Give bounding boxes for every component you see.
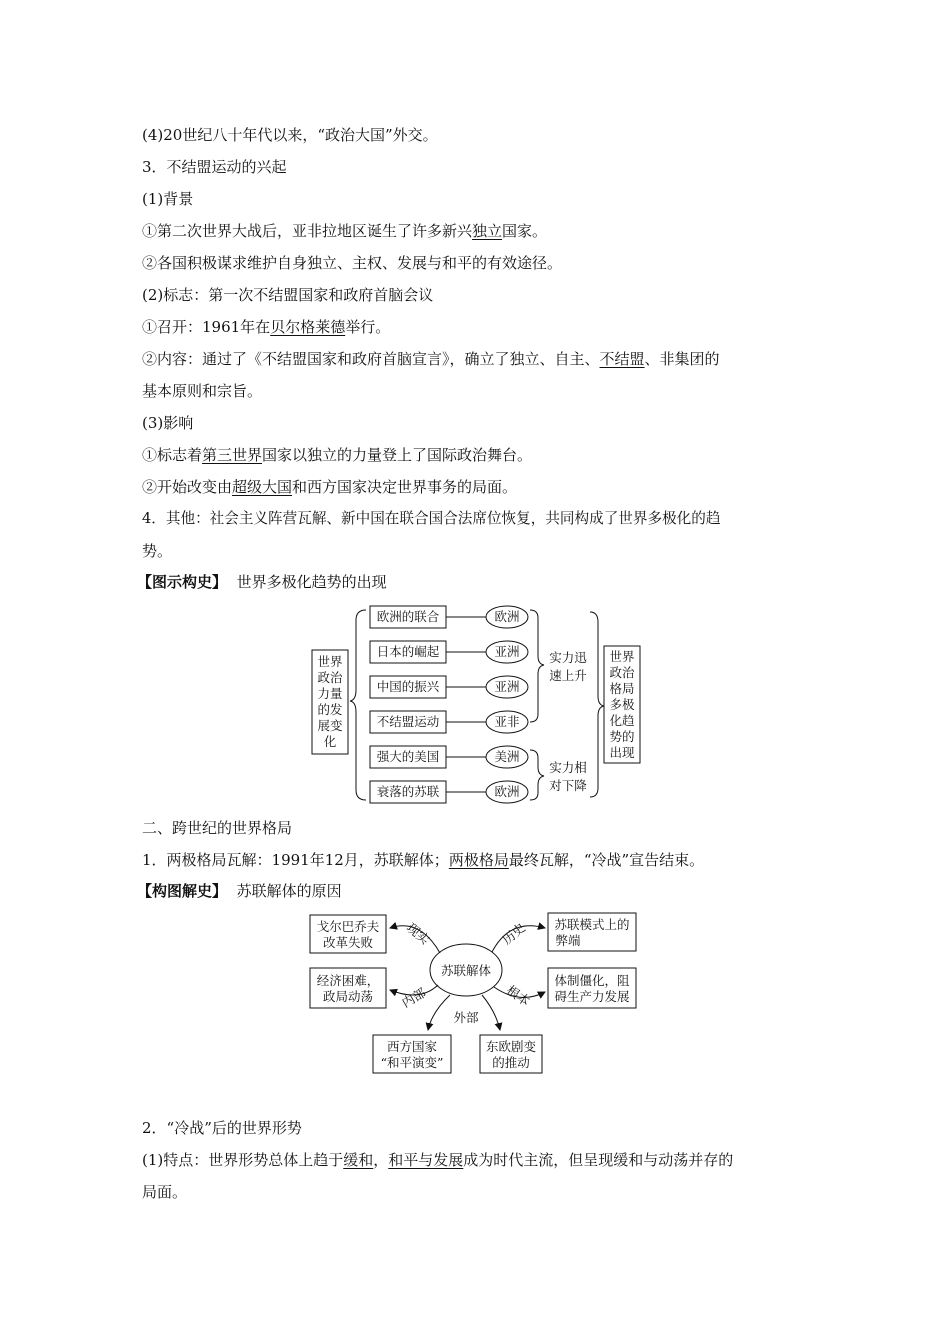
item-label: 不结盟运动 [376, 714, 440, 729]
text-line: ②各国积极谋求维护自身独立、主权、发展与和平的有效途径。 [142, 254, 563, 272]
arrow-label-neibu: 内部 [399, 984, 429, 1011]
text-line [142, 349, 720, 369]
region-label: 美洲 [494, 749, 520, 764]
text: ②内容：通过了《不结盟国家和政府首脑宣言》，确立了独立、自主、 [142, 350, 600, 368]
fill-blank-answer: 超级大国 [232, 478, 293, 496]
text: 举行。 [345, 318, 391, 336]
br-line: 的推动 [492, 1055, 530, 1070]
text: (1)特点：世界形势总体上趋于 [142, 1151, 344, 1169]
ussr-collapse-diagram [305, 908, 645, 1080]
br-line: 东欧剧变 [485, 1039, 537, 1054]
region-label: 欧洲 [494, 784, 520, 799]
text: ②开始改变由 [142, 478, 233, 496]
section-heading: 2．“冷战”后的世界形势 [142, 1119, 302, 1137]
left-box-line: 力量 [317, 686, 343, 701]
tl-line: 改革失败 [322, 935, 374, 950]
caption-title: 世界多极化趋势的出现 [236, 573, 387, 591]
left-box-line: 展变 [317, 718, 343, 733]
caption-title: 苏联解体的原因 [236, 882, 342, 900]
fill-blank-answer: 独立 [472, 222, 503, 240]
section-heading: 二、跨世纪的世界格局 [142, 819, 293, 837]
right-box-line: 多极 [609, 697, 635, 712]
item-label: 衰落的苏联 [376, 784, 440, 799]
tr-line: 弊端 [555, 933, 581, 948]
mr-line: 体制僵化，阻 [554, 973, 630, 988]
fill-blank-answer: 缓和 [343, 1151, 374, 1169]
text: 、非集团的 [644, 350, 720, 368]
caption-tag: 【构图解史】 [137, 882, 228, 900]
section-heading: 3．不结盟运动的兴起 [142, 158, 287, 176]
text-line: 基本原则和宗旨。 [142, 382, 263, 400]
rise-label: 实力迅 [549, 650, 587, 665]
text-line [142, 1150, 733, 1170]
text-line: 势。 [142, 542, 173, 560]
right-box-line: 势的 [609, 729, 635, 744]
region-label: 亚洲 [494, 644, 520, 659]
region-label: 亚非 [494, 714, 520, 729]
text-line [142, 850, 704, 870]
left-box-line: 世界 [317, 654, 343, 669]
bl-line: 西方国家 [386, 1039, 438, 1054]
tl-line: 戈尔巴乔夫 [316, 919, 380, 934]
text: ①第二次世界大战后，亚非拉地区诞生了许多新兴 [142, 222, 473, 240]
left-box-line: 的发 [317, 702, 343, 717]
text: 成为时代主流，但呈现缓和与动荡并存的 [463, 1151, 734, 1169]
right-box-line: 格局 [609, 681, 635, 696]
mr-line: 碍生产力发展 [554, 989, 630, 1004]
text-line: (2)标志：第一次不结盟国家和政府首脑会议 [142, 286, 434, 304]
item-label: 日本的崛起 [376, 644, 440, 659]
text-line [142, 317, 390, 337]
text-line [142, 477, 517, 497]
rise-brace [530, 610, 544, 722]
bl-line: “和平演变” [380, 1055, 444, 1070]
text: 国家以独立的力量登上了国际政治舞台。 [262, 446, 533, 464]
center-label: 苏联解体 [440, 963, 492, 978]
text-line: (1)背景 [142, 190, 194, 208]
text: 和西方国家决定世界事务的局面。 [292, 478, 518, 496]
item-label: 强大的美国 [376, 749, 440, 764]
fall-brace [530, 750, 544, 800]
text-line [142, 221, 547, 241]
right-box-line: 出现 [609, 745, 635, 760]
caption-tag: 【图示构史】 [137, 573, 228, 591]
text-line [142, 445, 532, 465]
text-line: 局面。 [142, 1183, 188, 1201]
right-box-line: 化趋 [609, 713, 635, 728]
text: 国家。 [502, 222, 548, 240]
fill-blank-answer: 不结盟 [599, 350, 645, 368]
ml-line: 经济困难， [316, 973, 380, 988]
text-line: (3)影响 [142, 414, 194, 432]
arrow-waibu-right [482, 995, 500, 1030]
text-line: (4)20世纪八十年代以来，“政治大国”外交。 [142, 126, 438, 144]
region-label: 欧洲 [494, 609, 520, 624]
multipolar-diagram [300, 600, 650, 805]
left-brace [350, 610, 366, 800]
fill-blank-answer: 第三世界 [202, 446, 263, 464]
text: ， [373, 1151, 389, 1169]
item-label: 中国的振兴 [376, 679, 440, 694]
right-brace [590, 612, 604, 797]
diagram-caption [137, 572, 387, 592]
fill-blank-answer: 和平与发展 [388, 1151, 464, 1169]
left-box-line: 政治 [317, 670, 343, 685]
right-box-line: 政治 [609, 665, 635, 680]
arrow-label-xianshi: 现实 [403, 919, 433, 948]
fill-blank-answer: 贝尔格莱德 [270, 318, 346, 336]
section-heading: 4．其他：社会主义阵营瓦解、新中国在联合国合法席位恢复，共同构成了世界多极化的趋 [142, 510, 721, 527]
region-label: 亚洲 [494, 679, 520, 694]
arrow-waibu-left [428, 995, 450, 1030]
diagram-caption [137, 881, 342, 901]
ml-line: 政局动荡 [322, 989, 374, 1004]
arrow-label-waibu: 外部 [453, 1010, 479, 1025]
text: ①召开：1961年在 [142, 318, 271, 336]
text: 最终瓦解，“冷战”宣告结束。 [508, 851, 705, 869]
tr-line: 苏联模式上的 [554, 917, 630, 932]
arrow-label-lishi: 历史 [499, 919, 529, 948]
text: 1．两极格局瓦解：1991年12月，苏联解体； [142, 851, 449, 869]
right-box-line: 世界 [609, 649, 635, 664]
item-label: 欧洲的联合 [376, 609, 440, 624]
arrow-label-genben: 根本 [503, 982, 533, 1009]
fall-label: 实力相 [549, 760, 587, 775]
text: ①标志着 [142, 446, 203, 464]
rise-label: 速上升 [549, 668, 587, 683]
left-box-line: 化 [323, 734, 337, 749]
fall-label: 对下降 [549, 778, 587, 793]
fill-blank-answer: 两极格局 [448, 851, 509, 869]
